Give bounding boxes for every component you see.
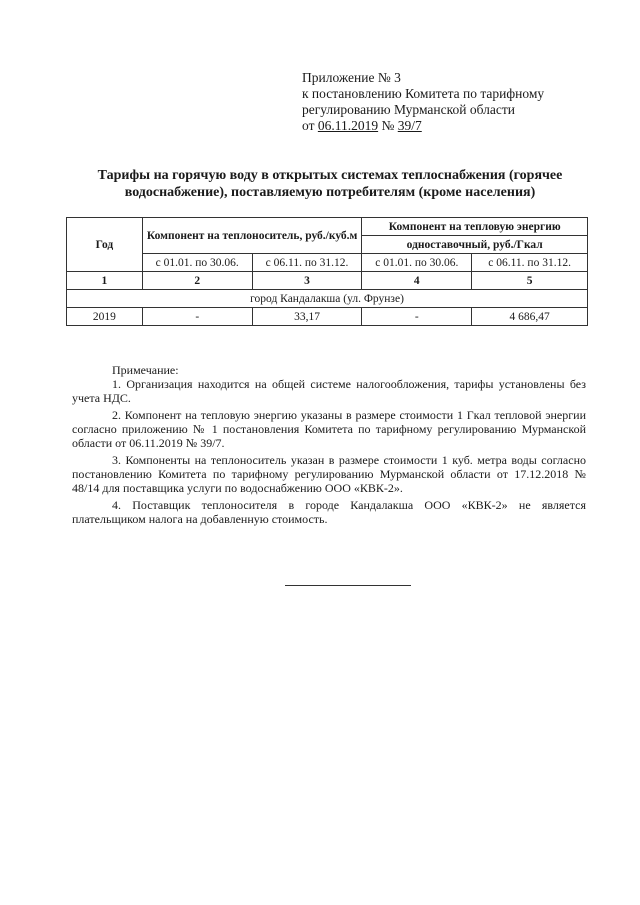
period-cell: с 06.11. по 31.12. [472,254,588,272]
table-number-row [67,272,588,290]
note-item: 4. Поставщик теплоносителя в городе Кандалакша ООО «КВК-2» не является плательщиком налога на добавленную стоимость. [72,498,586,526]
document-title: Тарифы на горячую воду в открытых системах теплоснабжения (горячее водоснабжение), поставляемую потребителям (кроме населения) [97,168,563,200]
col-carrier-header: Компонент на теплоноситель, руб./куб.м [142,218,362,254]
column-number: 4 [362,272,472,290]
period-cell: с 01.01. по 30.06. [142,254,252,272]
signature-line [285,585,411,586]
column-number: 2 [142,272,252,290]
resolution-date: 06.11.2019 [317,118,379,133]
appendix-line-4 [302,118,612,134]
col-energy-header: Компонент на тепловую энергию [362,218,588,236]
column-number: 5 [472,272,588,290]
notes-section [72,363,586,529]
period-cell: с 01.01. по 30.06. [362,254,472,272]
cell-year: 2019 [67,308,143,326]
table-row [67,308,588,326]
cell-energy-h1: - [362,308,472,326]
tariff-table [66,217,588,326]
date-prefix: от [302,118,318,133]
appendix-line-3: регулированию Мурманской области [302,102,515,117]
table-header-row [67,218,588,236]
note-item: 3. Компоненты на теплоноситель указан в размере стоимости 1 куб. метра воды согласно постановлению Комитета по тарифному регулированию Мурманской области от 17.12.2018 № 48/14 для поставщика услуги по водоснабжению ООО «КВК-2». [72,453,586,495]
appendix-line-1: Приложение № 3 [302,70,401,85]
column-number: 3 [252,272,362,290]
table-period-row [67,254,588,272]
column-number: 1 [67,272,143,290]
table-group-row [67,290,588,308]
appendix-header [302,70,612,134]
group-name: город Кандалакша (ул. Фрунзе) [67,290,588,308]
col-energy-subheader: одноставочный, руб./Гкал [362,236,588,254]
notes-label: Примечание: [112,363,179,377]
cell-carrier-h1: - [142,308,252,326]
col-year-header: Год [67,218,143,272]
note-item: 2. Компонент на тепловую энергию указаны в размере стоимости 1 Гкал тепловой энергии согласно приложению № 1 постановления Комитета по тарифному регулированию Мурманской области от 06.11.2019 № 39/7. [72,408,586,450]
period-cell: с 06.11. по 31.12. [252,254,362,272]
cell-energy-h2: 4 686,47 [472,308,588,326]
cell-carrier-h2: 33,17 [252,308,362,326]
appendix-line-2: к постановлению Комитета по тарифному [302,86,545,101]
number-prefix: № [378,118,398,133]
note-item: 1. Организация находится на общей системе налогообложения, тарифы установлены без учета НДС. [72,377,586,405]
resolution-number: 39/7 [397,118,422,133]
